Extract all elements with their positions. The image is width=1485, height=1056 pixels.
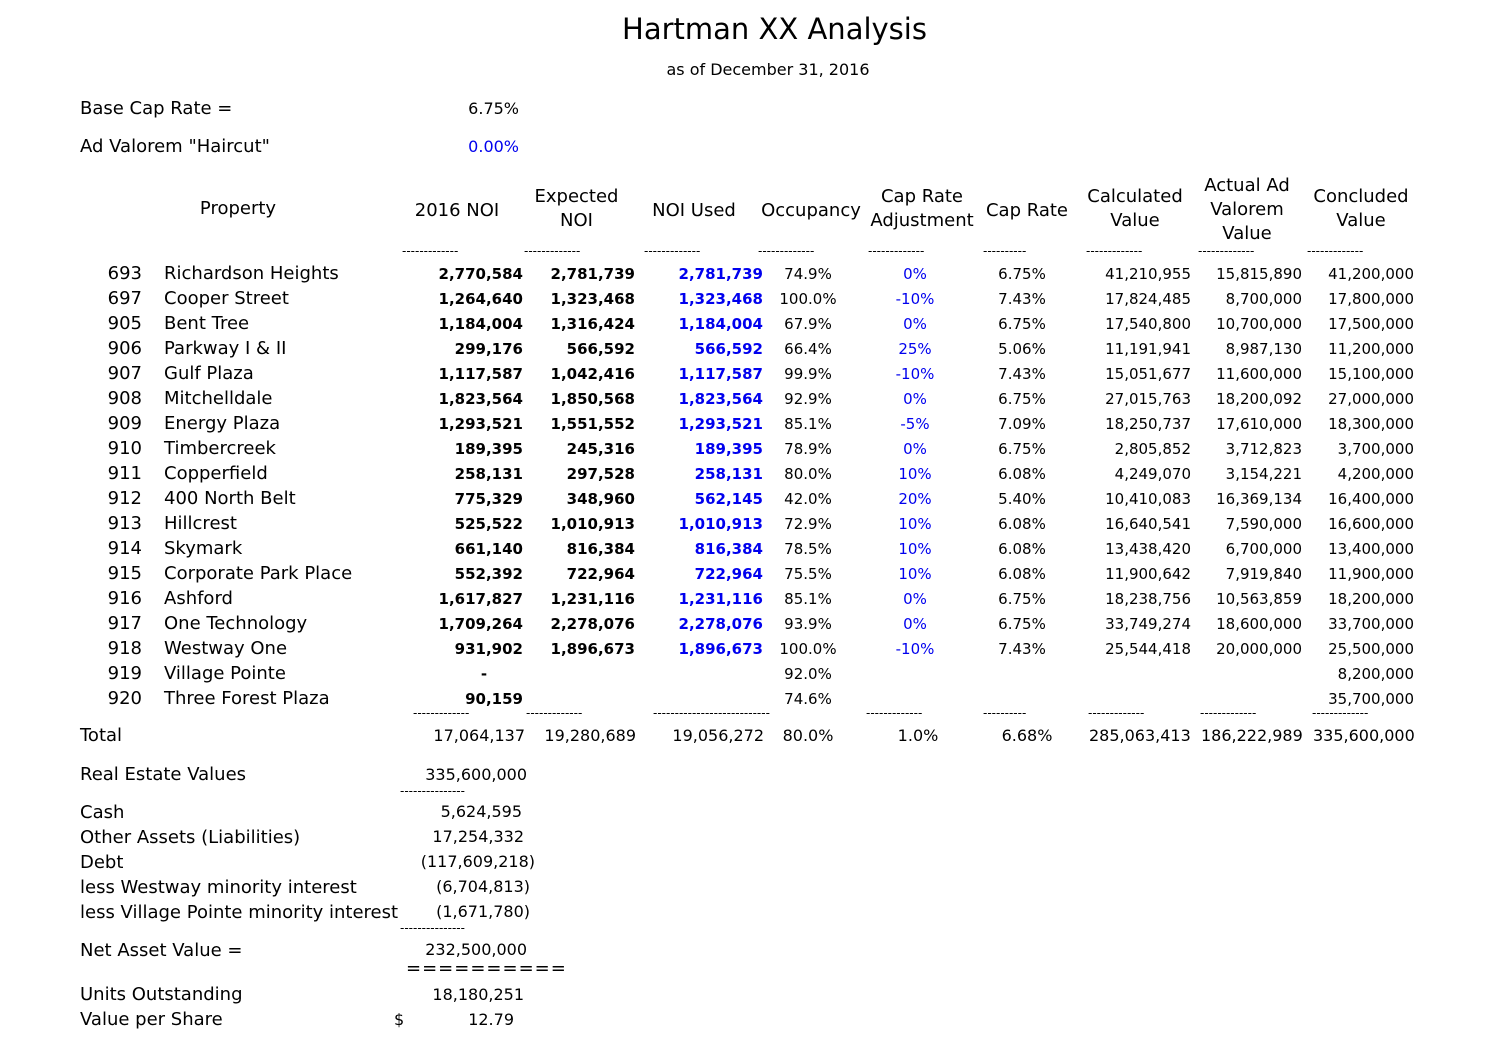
header-rule: ------------- [644, 244, 701, 258]
property-name: Village Pointe [164, 663, 286, 684]
total-calculated-value: 285,063,413 [1089, 726, 1191, 745]
occupancy: 92.9% [784, 390, 832, 408]
occupancy: 80.0% [784, 465, 832, 483]
property-id: 910 [107, 438, 142, 459]
noi-2016: - [480, 665, 488, 683]
cap-rate-adjustment: -10% [895, 640, 935, 658]
header-cap-rate: Cap Rate [985, 200, 1069, 221]
table-row [0, 263, 1485, 288]
debt-label: Debt [80, 852, 124, 873]
expected-noi: 816,384 [566, 540, 635, 558]
noi-used: 562,145 [694, 490, 763, 508]
property-name: Cooper Street [164, 288, 289, 309]
calculated-value: 11,900,642 [1105, 565, 1191, 583]
occupancy: 67.9% [784, 315, 832, 333]
header-rule: ------------- [1198, 244, 1255, 258]
total-rule: ------------- [1312, 706, 1369, 720]
property-name: Ashford [164, 588, 233, 609]
concluded-value: 33,700,000 [1328, 615, 1414, 633]
noi-used: 566,592 [694, 340, 763, 358]
total-label: Total [80, 725, 123, 746]
total-rule: ------------- [413, 706, 470, 720]
occupancy: 93.9% [784, 615, 832, 633]
noi-2016: 525,522 [454, 515, 523, 533]
calculated-value: 16,640,541 [1105, 515, 1191, 533]
property-name: Corporate Park Place [164, 563, 353, 584]
expected-noi: 245,316 [566, 440, 635, 458]
property-id: 914 [107, 538, 142, 559]
calculated-value: 13,438,420 [1105, 540, 1191, 558]
header-rule: ---------- [983, 244, 1027, 258]
real-estate-values-value: 335,600,000 [425, 765, 527, 784]
table-row [0, 613, 1485, 638]
occupancy: 74.6% [784, 690, 832, 708]
total-actual-ad-valorem: 186,222,989 [1201, 726, 1303, 745]
expected-noi: 1,231,116 [550, 590, 635, 608]
table-row [0, 563, 1485, 588]
property-id: 915 [107, 563, 142, 584]
concluded-value: 41,200,000 [1328, 265, 1414, 283]
property-name: Westway One [164, 638, 288, 659]
concluded-value: 15,100,000 [1328, 365, 1414, 383]
noi-used: 1,896,673 [678, 640, 763, 658]
calculated-value: 10,410,083 [1105, 490, 1191, 508]
property-id: 912 [107, 488, 142, 509]
occupancy: 78.9% [784, 440, 832, 458]
actual-ad-valorem-value: 10,563,859 [1216, 590, 1302, 608]
cap-rate-adjustment: 20% [898, 490, 932, 508]
table-row [0, 663, 1485, 688]
expected-noi: 348,960 [566, 490, 635, 508]
noi-2016: 189,395 [454, 440, 523, 458]
expected-noi: 1,010,913 [550, 515, 635, 533]
expected-noi: 297,528 [566, 465, 635, 483]
total-rule: ------------- [1088, 706, 1145, 720]
calculated-value: 18,238,756 [1105, 590, 1191, 608]
concluded-value: 13,400,000 [1328, 540, 1414, 558]
property-name: Three Forest Plaza [164, 688, 330, 709]
westway-minority-label: less Westway minority interest [80, 877, 357, 898]
calculated-value: 41,210,955 [1105, 265, 1191, 283]
occupancy: 66.4% [784, 340, 832, 358]
expected-noi: 2,781,739 [550, 265, 635, 283]
actual-ad-valorem-value: 7,919,840 [1225, 565, 1302, 583]
property-id: 909 [107, 413, 142, 434]
actual-ad-valorem-value: 8,700,000 [1225, 290, 1302, 308]
noi-2016: 1,293,521 [438, 415, 523, 433]
header-concluded-value: Concluded Value [1313, 186, 1409, 231]
header-occupancy: Occupancy [761, 200, 861, 221]
concluded-value: 18,200,000 [1328, 590, 1414, 608]
concluded-value: 17,800,000 [1328, 290, 1414, 308]
cap-rate-adjustment: 0% [903, 590, 927, 608]
property-name: Copperfield [164, 463, 268, 484]
occupancy: 85.1% [784, 590, 832, 608]
cap-rate: 6.75% [998, 315, 1046, 333]
header-rule: ------------- [1307, 244, 1364, 258]
header-noi-used: NOI Used [652, 200, 736, 221]
base-cap-rate-label: Base Cap Rate = [80, 98, 233, 119]
cap-rate: 5.40% [998, 490, 1046, 508]
header-cap-rate-adjustment: Cap Rate Adjustment [870, 186, 974, 231]
property-name: Parkway I & II [164, 338, 287, 359]
header-rule: ------------- [868, 244, 925, 258]
noi-2016: 1,617,827 [438, 590, 523, 608]
calculated-value: 27,015,763 [1105, 390, 1191, 408]
actual-ad-valorem-value: 18,200,092 [1216, 390, 1302, 408]
double-underline: ========== [406, 958, 567, 979]
actual-ad-valorem-value: 11,600,000 [1216, 365, 1302, 383]
property-id: 908 [107, 388, 142, 409]
cap-rate: 7.43% [998, 290, 1046, 308]
cap-rate-adjustment: 0% [903, 265, 927, 283]
table-row [0, 488, 1485, 513]
concluded-value: 4,200,000 [1337, 465, 1414, 483]
noi-used: 1,323,468 [678, 290, 763, 308]
property-id: 911 [107, 463, 142, 484]
units-outstanding-value: 18,180,251 [432, 985, 524, 1004]
property-name: Hillcrest [164, 513, 237, 534]
noi-used: 1,823,564 [678, 390, 763, 408]
noi-2016: 1,184,004 [438, 315, 523, 333]
cap-rate: 6.08% [998, 465, 1046, 483]
expected-noi: 1,042,416 [550, 365, 635, 383]
table-row [0, 638, 1485, 663]
property-id: 913 [107, 513, 142, 534]
noi-2016: 661,140 [454, 540, 523, 558]
property-id: 919 [107, 663, 142, 684]
property-id: 917 [107, 613, 142, 634]
cap-rate-adjustment: -10% [895, 290, 935, 308]
occupancy: 75.5% [784, 565, 832, 583]
property-id: 918 [107, 638, 142, 659]
property-id: 693 [107, 263, 142, 284]
property-id: 697 [107, 288, 142, 309]
total-rule: --------------------------- [653, 706, 770, 720]
cap-rate-adjustment: 0% [903, 440, 927, 458]
other-assets-value: 17,254,332 [432, 827, 524, 846]
occupancy: 100.0% [779, 640, 837, 658]
total-concluded-value: 335,600,000 [1313, 726, 1415, 745]
table-row [0, 413, 1485, 438]
property-name: Bent Tree [164, 313, 250, 334]
noi-2016: 1,709,264 [438, 615, 523, 633]
noi-2016: 299,176 [454, 340, 523, 358]
westway-minority-value: (6,704,813) [436, 877, 530, 896]
cap-rate-adjustment: 10% [898, 565, 932, 583]
village-minority-value: (1,671,780) [436, 902, 530, 921]
table-row [0, 288, 1485, 313]
concluded-value: 35,700,000 [1328, 690, 1414, 708]
header-property: Property [199, 198, 277, 219]
actual-ad-valorem-value: 8,987,130 [1225, 340, 1302, 358]
calculated-value: 33,749,274 [1105, 615, 1191, 633]
total-rule: ------------- [1200, 706, 1257, 720]
total-rule: ------------- [866, 706, 923, 720]
table-row [0, 538, 1485, 563]
noi-2016: 1,117,587 [438, 365, 523, 383]
report-subtitle: as of December 31, 2016 [666, 60, 870, 79]
debt-value: (117,609,218) [420, 852, 535, 871]
expected-noi: 1,551,552 [550, 415, 635, 433]
cap-rate: 6.75% [998, 390, 1046, 408]
header-2016-noi: 2016 NOI [414, 200, 500, 221]
concluded-value: 11,900,000 [1328, 565, 1414, 583]
table-row [0, 388, 1485, 413]
cap-rate-adjustment: 0% [903, 615, 927, 633]
concluded-value: 27,000,000 [1328, 390, 1414, 408]
cap-rate: 7.43% [998, 365, 1046, 383]
noi-used: 1,117,587 [678, 365, 763, 383]
table-row [0, 313, 1485, 338]
summary-rule: --------------- [400, 921, 465, 935]
property-id: 905 [107, 313, 142, 334]
calculated-value: 2,805,852 [1114, 440, 1191, 458]
cap-rate: 6.08% [998, 540, 1046, 558]
cap-rate: 6.75% [998, 440, 1046, 458]
noi-used: 1,184,004 [678, 315, 763, 333]
property-name: One Technology [164, 613, 308, 634]
noi-used: 2,781,739 [678, 265, 763, 283]
header-rule: ------------- [1086, 244, 1143, 258]
value-per-share-label: Value per Share [80, 1009, 223, 1030]
property-id: 906 [107, 338, 142, 359]
noi-used: 1,231,116 [678, 590, 763, 608]
total-expected-noi: 19,280,689 [544, 726, 636, 745]
noi-2016: 775,329 [454, 490, 523, 508]
expected-noi: 1,896,673 [550, 640, 635, 658]
actual-ad-valorem-value: 20,000,000 [1216, 640, 1302, 658]
table-row [0, 438, 1485, 463]
actual-ad-valorem-value: 3,154,221 [1225, 465, 1302, 483]
concluded-value: 8,200,000 [1337, 665, 1414, 683]
occupancy: 85.1% [784, 415, 832, 433]
noi-2016: 1,264,640 [438, 290, 523, 308]
total-rule: ---------- [983, 706, 1027, 720]
property-name: Energy Plaza [164, 413, 281, 434]
total-noi-used: 19,056,272 [672, 726, 764, 745]
concluded-value: 11,200,000 [1328, 340, 1414, 358]
property-id: 907 [107, 363, 142, 384]
noi-2016: 1,823,564 [438, 390, 523, 408]
cap-rate: 7.09% [998, 415, 1046, 433]
property-name: Gulf Plaza [164, 363, 254, 384]
noi-used: 816,384 [694, 540, 763, 558]
total-cap-rate: 6.68% [1001, 726, 1053, 745]
cap-rate: 6.75% [998, 615, 1046, 633]
property-name: 400 North Belt [164, 488, 296, 509]
cap-rate: 6.08% [998, 515, 1046, 533]
noi-used: 1,293,521 [678, 415, 763, 433]
noi-2016: 258,131 [454, 465, 523, 483]
calculated-value: 11,191,941 [1105, 340, 1191, 358]
concluded-value: 25,500,000 [1328, 640, 1414, 658]
cap-rate-adjustment: -5% [900, 415, 930, 433]
net-asset-value-label: Net Asset Value = [80, 940, 243, 961]
calculated-value: 18,250,737 [1105, 415, 1191, 433]
cap-rate-adjustment: 0% [903, 390, 927, 408]
header-rule: ------------- [524, 244, 581, 258]
property-id: 916 [107, 588, 142, 609]
expected-noi: 1,323,468 [550, 290, 635, 308]
actual-ad-valorem-value: 10,700,000 [1216, 315, 1302, 333]
noi-used: 1,010,913 [678, 515, 763, 533]
ad-valorem-value: 0.00% [468, 137, 519, 156]
net-asset-value-value: 232,500,000 [425, 940, 527, 959]
noi-used: 2,278,076 [678, 615, 763, 633]
cap-rate: 6.08% [998, 565, 1046, 583]
expected-noi: 1,850,568 [550, 390, 635, 408]
concluded-value: 16,400,000 [1328, 490, 1414, 508]
actual-ad-valorem-value: 6,700,000 [1225, 540, 1302, 558]
total-rule: ------------- [526, 706, 583, 720]
calculated-value: 17,540,800 [1105, 315, 1191, 333]
actual-ad-valorem-value: 15,815,890 [1216, 265, 1302, 283]
cap-rate-adjustment: 10% [898, 540, 932, 558]
expected-noi: 722,964 [566, 565, 635, 583]
occupancy: 99.9% [784, 365, 832, 383]
village-minority-label: less Village Pointe minority interest [80, 902, 399, 923]
cap-rate: 7.43% [998, 640, 1046, 658]
concluded-value: 17,500,000 [1328, 315, 1414, 333]
ad-valorem-label: Ad Valorem "Haircut" [80, 136, 270, 157]
occupancy: 42.0% [784, 490, 832, 508]
actual-ad-valorem-value: 17,610,000 [1216, 415, 1302, 433]
occupancy: 72.9% [784, 515, 832, 533]
property-name: Richardson Heights [164, 263, 339, 284]
table-row [0, 363, 1485, 388]
real-estate-values-label: Real Estate Values [80, 764, 247, 785]
cap-rate-adjustment: 0% [903, 315, 927, 333]
cap-rate-adjustment: 25% [898, 340, 932, 358]
report-title: Hartman XX Analysis [622, 12, 927, 46]
property-name: Mitchelldale [164, 388, 273, 409]
noi-used: 722,964 [694, 565, 763, 583]
noi-2016: 2,770,584 [438, 265, 523, 283]
noi-2016: 552,392 [454, 565, 523, 583]
other-assets-label: Other Assets (Liabilities) [80, 827, 301, 848]
occupancy: 100.0% [779, 290, 837, 308]
occupancy: 92.0% [784, 665, 832, 683]
cap-rate-adjustment: 10% [898, 465, 932, 483]
noi-used: 258,131 [694, 465, 763, 483]
cap-rate: 6.75% [998, 590, 1046, 608]
property-name: Timbercreek [164, 438, 276, 459]
cash-label: Cash [80, 802, 125, 823]
currency-symbol: $ [394, 1010, 405, 1029]
table-row [0, 338, 1485, 363]
calculated-value: 17,824,485 [1105, 290, 1191, 308]
property-name: Skymark [164, 538, 243, 559]
header-actual-ad-valorem-value: Actual Ad Valorem Value [1204, 175, 1290, 244]
total-cap-rate-adjustment: 1.0% [897, 726, 939, 745]
cap-rate: 5.06% [998, 340, 1046, 358]
base-cap-rate-value: 6.75% [468, 99, 519, 118]
noi-2016: 931,902 [454, 640, 523, 658]
calculated-value: 4,249,070 [1114, 465, 1191, 483]
table-row [0, 588, 1485, 613]
cap-rate-adjustment: -10% [895, 365, 935, 383]
table-row [0, 513, 1485, 538]
actual-ad-valorem-value: 3,712,823 [1225, 440, 1302, 458]
header-rule: ------------- [758, 244, 815, 258]
occupancy: 74.9% [784, 265, 832, 283]
actual-ad-valorem-value: 16,369,134 [1216, 490, 1302, 508]
cap-rate: 6.75% [998, 265, 1046, 283]
actual-ad-valorem-value: 7,590,000 [1225, 515, 1302, 533]
summary-rule: --------------- [400, 784, 465, 798]
calculated-value: 25,544,418 [1105, 640, 1191, 658]
total-occupancy: 80.0% [782, 726, 834, 745]
cap-rate-adjustment: 10% [898, 515, 932, 533]
cash-value: 5,624,595 [440, 802, 522, 821]
calculated-value: 15,051,677 [1105, 365, 1191, 383]
concluded-value: 16,600,000 [1328, 515, 1414, 533]
actual-ad-valorem-value: 18,600,000 [1216, 615, 1302, 633]
noi-2016: 90,159 [465, 690, 523, 708]
value-per-share-value: 12.79 [468, 1010, 514, 1029]
noi-used: 189,395 [694, 440, 763, 458]
table-row [0, 463, 1485, 488]
expected-noi: 1,316,424 [550, 315, 635, 333]
concluded-value: 3,700,000 [1337, 440, 1414, 458]
units-outstanding-label: Units Outstanding [80, 984, 243, 1005]
header-expected-noi: Expected NOI [534, 186, 619, 231]
occupancy: 78.5% [784, 540, 832, 558]
header-calculated-value: Calculated Value [1087, 186, 1183, 231]
expected-noi: 2,278,076 [550, 615, 635, 633]
property-id: 920 [107, 688, 142, 709]
header-rule: ------------- [402, 244, 459, 258]
concluded-value: 18,300,000 [1328, 415, 1414, 433]
total-2016-noi: 17,064,137 [433, 726, 525, 745]
expected-noi: 566,592 [566, 340, 635, 358]
